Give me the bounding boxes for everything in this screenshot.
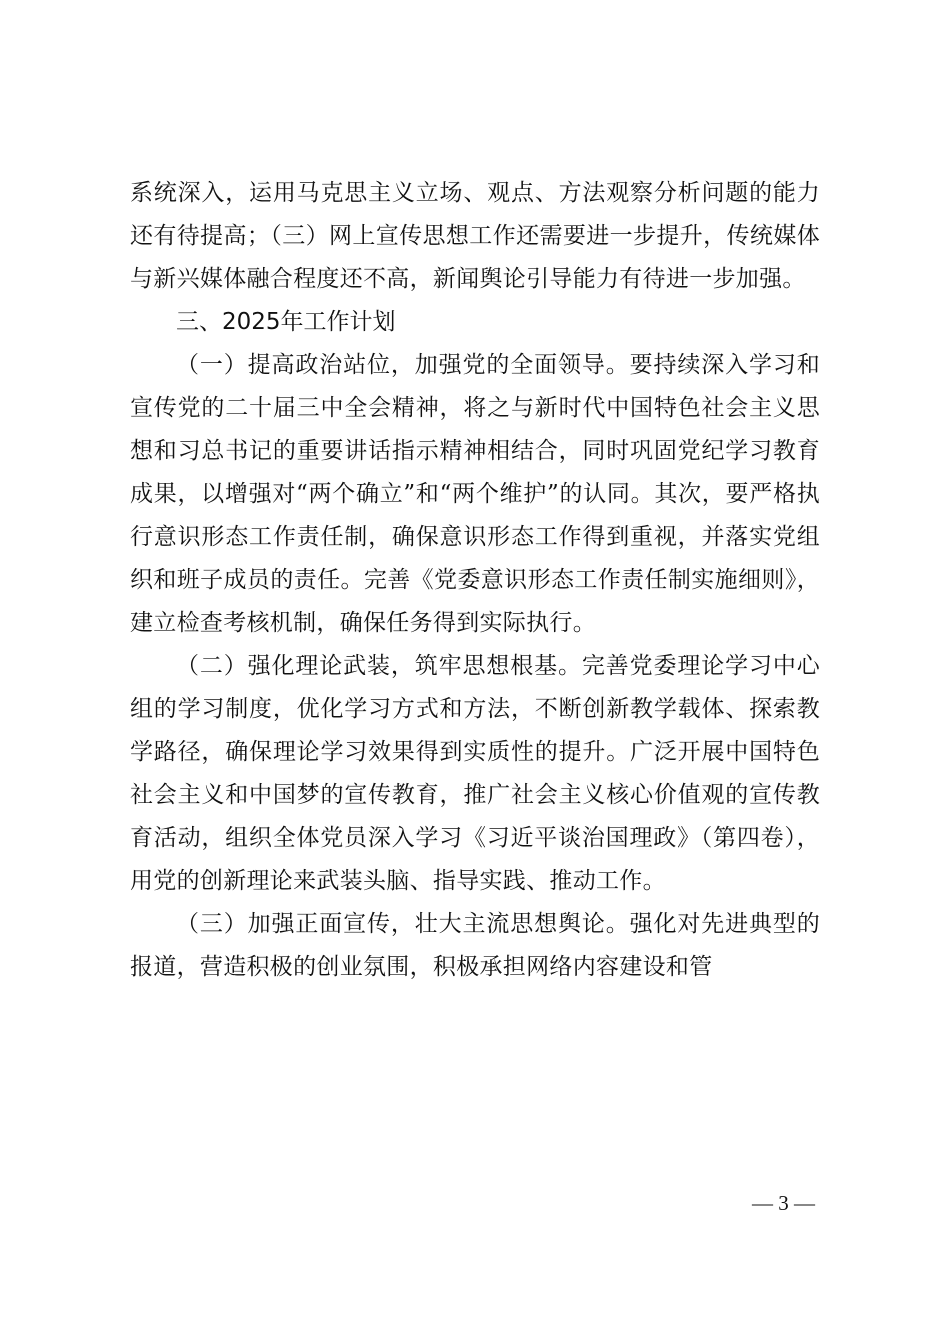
plan-item-2-body: 完善党委理论学习中心组的学习制度，优化学习方式和方法，不断创新教学载体、探索教学路径，确保理论学习效果得到实质性的提升。广泛开展中国特色社会主义和中国梦的宣传教育，推广社会主义核心价值观的宣传教育活动，组织全体党员深入学习《习近平谈治国理政》（第四卷），用党的创新理论来武装头脑、指导实践、推动工作。 — [130, 653, 820, 894]
plan-item-3-body: 强化对先进典型的报道，营造积极的创业氛围，积极承担网络内容建设和管 — [130, 911, 821, 980]
plan-item-2 — [130, 645, 820, 903]
plan-item-1-body: 要持续深入学习和宣传党的二十届三中全会精神，将之与新时代中国特色社会主义思想和习总书记的重要讲话指示精神相结合，同时巩固党纪学习教育成果，以增强对“两个确立”和“两个维护”的认同。其次，要严格执行意识形态工作责任制，确保意识形态工作得到重视，并落实党组织和班子成员的责任。完善《党委意识形态工作责任制实施细则》，建立检查考核机制，确保任务得到实际执行。 — [130, 352, 821, 636]
document-body — [130, 172, 820, 989]
intro-paragraph: 系统深入，运用马克思主义立场、观点、方法观察分析问题的能力还有待提高；（三）网上宣传思想工作还需要进一步提升，传统媒体与新兴媒体融合程度还不高，新闻舆论引导能力有待进一步加强。 — [130, 180, 820, 292]
plan-item-1-title: （一）提高政治站位，加强党的全面领导。 — [176, 352, 630, 378]
plan-item-1 — [130, 344, 820, 645]
page-number: — 3 — — [752, 1191, 815, 1215]
section-heading: 三、2025年工作计划 — [176, 309, 396, 335]
plan-item-3 — [130, 903, 820, 989]
plan-item-2-title: （二）强化理论武装，筑牢思想根基。 — [176, 653, 582, 679]
plan-item-3-title: （三）加强正面宣传，壮大主流思想舆论。 — [176, 911, 630, 937]
